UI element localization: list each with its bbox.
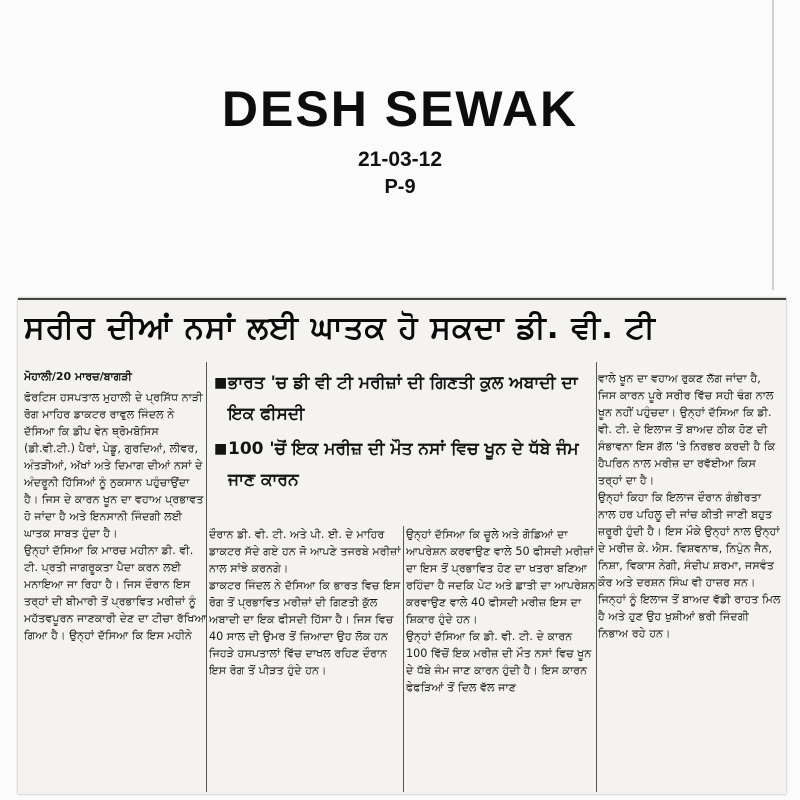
article-column-2 [209,526,401,788]
square-bullet-icon: ■ [214,375,228,391]
news-clipping [18,298,786,794]
paragraph: ਉਨ੍ਹਾਂ ਦੱਸਿਆ ਕਿ ਮਾਰਚ ਮਹੀਨਾ ਡੀ. ਵੀ. ਟੀ. ਪ੍ਰਤੀ ਜਾਗਰੂਕਤਾ ਪੈਦਾ ਕਰਨ ਲਈ ਮਨਾਇਆ ਜਾ ਰਿਹਾ ਹੈ। ਜਿਸ ਦੌਰਾਨ ਇਸ ਤਰ੍ਹਾਂ ਦੀ ਬੀਮਾਰੀ ਤੋਂ ਪ੍ਰਭਾਵਿਤ ਮਰੀਜ਼ਾਂ ਨੂੰ ਮਹੱਤਵਪੂਰਨ ਜਾਣਕਾਰੀ ਦੇਣ ਦਾ ਟੀਚਾ ਰੱਖਿਆ ਗਿਆ ਹੈ। ਉਨ੍ਹਾਂ ਦੱਸਿਆ ਕਿ ਇਸ ਮਹੀਨੇ [24,544,207,642]
article-headline: ਸਰੀਰ ਦੀਆਂ ਨਸਾਂ ਲਈ ਘਾਤਕ ਹੋ ਸਕਦਾ ਡੀ. ਵੀ. ਟੀ [24,310,656,346]
clipping-top-rule [18,298,786,300]
article-column-4 [598,370,782,790]
masthead [0,80,800,198]
paragraph: ਉਨ੍ਹਾਂ ਦੱਸਿਆ ਕਿ ਡੀ. ਵੀ. ਟੀ. ਦੇ ਕਾਰਨ 100 ਵਿੱਚੋਂ ਇਕ ਮਰੀਜ਼ ਦੀ ਮੌਤ ਨਸਾਂ ਵਿਚ ਖੂਨ ਦੇ ਧੱਬੇ ਜੰਮ ਜਾਣ ਕਾਰਨ ਹੁੰਦੀ ਹੈ। ਇਸ ਕਾਰਨ ਫੇਫੜਿਆਂ ਤੋਂ ਦਿਲ ਵੱਲ ਜਾਣ [406,630,592,694]
column-divider [596,362,597,792]
article-column-1 [24,368,207,788]
highlight-text: 100 'ਚੋਂ ਇਕ ਮਰੀਜ਼ ਦੀ ਮੌਤ ਨਸਾਂ ਵਿਚ ਖੂਨ ਦੇ ਧੱਬੇ ਜੰਮ ਜਾਣ ਕਾਰਨ [228,439,579,490]
paragraph: ਵਾਲੇ ਖੂਨ ਦਾ ਵਹਾਅ ਰੁਕਣ ਲੱਗ ਜਾਂਦਾ ਹੈ, ਜਿਸ ਕਾਰਨ ਪੂਰੇ ਸਰੀਰ ਵਿੱਚ ਸਹੀ ਢੰਗ ਨਾਲ ਖੂਨ ਨਹੀਂ ਪਹੁੰਚਦਾ। ਉਨ੍ਹਾਂ ਦੱਸਿਆ ਕਿ ਡੀ. ਵੀ. ਟੀ. ਦੇ ਇਲਾਜ ਤੋਂ ਬਾਅਦ ਠੀਕ ਹੋਣ ਦੀ ਸੰਭਾਵਨਾ ਇਸ ਗੱਲ 'ਤੇ ਨਿਰਭਰ ਕਰਦੀ ਹੈ ਕਿ ਹੈਪਰਿਨ ਨਾਲ ਮਰੀਜ਼ ਦਾ ਰਵੱਈਆ ਕਿਸ ਤਰ੍ਹਾਂ ਦਾ ਹੈ। [598,372,776,487]
highlight-item [214,368,594,430]
square-bullet-icon: ■ [214,441,228,457]
paragraph: ਉਨ੍ਹਾਂ ਕਿਹਾ ਕਿ ਇਲਾਜ ਦੌਰਾਨ ਗੰਭੀਰਤਾ ਨਾਲ ਹਰ ਪਹਿਲੂ ਦੀ ਜਾਂਚ ਕੀਤੀ ਜਾਣੀ ਬਹੁਤ ਜ਼ਰੂਰੀ ਹੁੰਦੀ ਹੈ। ਇਸ ਮੌਕੇ ਉਨ੍ਹਾਂ ਨਾਲ ਉਨ੍ਹਾਂ ਦੇ ਮਰੀਜ਼ ਕੇ. ਐਸ. ਵਿਸ਼ਵਨਾਥ, ਨਿਪੁੰਨ ਜੈਨ, ਨਿਸ਼ਾ, ਵਿਕਾਸ ਨੇਗੀ, ਸੰਦੀਪ ਸ਼ਰਮਾ, ਜਸਵੰਤ ਕੌਰ ਅਤੇ ਦਰਸ਼ਨ ਸਿੰਘ ਵੀ ਹਾਜ਼ਰ ਸਨ। ਜਿਨ੍ਹਾਂ ਨੂੰ ਇਲਾਜ ਤੋਂ ਬਾਅਦ ਵੱਡੀ ਰਾਹਤ ਮਿਲ ਹੈ ਅਤੇ ਹੁਣ ਉਹ ਖੁਸ਼ੀਆਂ ਭਰੀ ਜਿੰਦਗੀ ਨਿਭਾਅ ਰਹੇ ਹਨ। [598,491,781,640]
newspaper-name: DESH SEWAK [221,81,579,137]
page-number: P-9 [384,176,416,198]
article-dateline: ਮੋਹਾਲੀ/20 ਮਾਰਚ/ਬਾਗੜੀ [24,370,132,383]
paragraph: ਫੋਰਟਿਸ ਹਸਪਤਾਲ ਮੁਹਾਲੀ ਦੇ ਪ੍ਰਸਿੱਧ ਨਾੜੀ ਰੋਗ ਮਾਹਿਰ ਡਾਕਟਰ ਰਾਵੁਲ ਜਿੰਦਲ ਨੇ ਦੱਸਿਆ ਕਿ ਡੀਪ ਵੇਨ ਥ੍ਰੋਮਬੋਸਿਸ (ਡੀ.ਵੀ.ਟੀ.) ਪੈਰਾਂ, ਪੇਡੂ, ਗੁਰਦਿਆਂ, ਲੀਵਰ, ਅੰਤੜੀਆਂ, ਅੱਖਾਂ ਅਤੇ ਦਿਮਾਗ ਦੀਆਂ ਨਸਾਂ ਦੇ ਅੰਦਰੂਨੀ ਹਿੱਸਿਆਂ ਨੂੰ ਨੁਕਸਾਨ ਪਹੁੰਚਾਉਂਦਾ ਹੈ। ਜਿਸ ਦੇ ਕਾਰਨ ਖੂਨ ਦਾ ਵਹਾਅ ਪ੍ਰਭਾਵਤ ਹੋ ਜਾਂਦਾ ਹੈ ਅਤੇ ਇਨਸਾਨੀ ਜਿੰਦਗੀ ਲਈ ਘਾਤਕ ਸਾਬਤ ਹੁੰਦਾ ਹੈ। [24,391,204,540]
publication-date: 21-03-12 [357,148,443,171]
paragraph: ਉਨ੍ਹਾਂ ਦੱਸਿਆ ਕਿ ਚੂਲੇ ਅਤੇ ਗੋਡਿਆਂ ਦਾ ਆਪਰੇਸ਼ਨ ਕਰਵਾਉਣ ਵਾਲੇ 50 ਫੀਸਦੀ ਮਰੀਜ਼ਾਂ ਦਾ ਇਸ ਤੋਂ ਪ੍ਰਭਾਵਿਤ ਹੋਣ ਦਾ ਖਤਰਾ ਬਣਿਆ ਰਹਿੰਦਾ ਹੈ ਜਦਕਿ ਪੇਟ ਅਤੇ ਛਾਤੀ ਦਾ ਆਪਰੇਸ਼ਨ ਕਰਵਾਉਣ ਵਾਲੇ 40 ਫੀਸਦੀ ਮਰੀਜ਼ ਇਸ ਦਾ ਸ਼ਿਕਾਰ ਹੁੰਦੇ ਹਨ। [406,528,596,626]
highlight-text: ਭਾਰਤ 'ਚ ਡੀ ਵੀ ਟੀ ਮਰੀਜ਼ਾਂ ਦੀ ਗਿਣਤੀ ਕੁਲ ਅਬਾਦੀ ਦਾ ਇਕ ਫੀਸਦੀ [228,373,578,424]
article-highlights [214,368,594,524]
paragraph: ਡਾਕਟਰ ਜਿੰਦਲ ਨੇ ਦੱਸਿਆ ਕਿ ਭਾਰਤ ਵਿਚ ਇਸ ਰੋਗ ਤੋਂ ਪ੍ਰਭਾਵਿਤ ਮਰੀਜ਼ਾਂ ਦੀ ਗਿਣਤੀ ਕੁੱਲ ਅਬਾਦੀ ਦਾ ਇਕ ਫੀਸਦੀ ਹਿੱਸਾ ਹੈ। ਜਿਸ ਵਿਚ 40 ਸਾਲ ਦੀ ਉਮਰ ਤੋਂ ਜ਼ਿਆਦਾ ਉਹ ਲੋਕ ਹਨ ਜਿਹੜੇ ਹਸਪਤਾਲਾਂ ਵਿੱਚ ਦਾਖਲ ਰਹਿਣ ਦੌਰਾਨ ਇਸ ਰੋਗ ਤੋਂ ਪੀੜਤ ਹੁੰਦੇ ਹਨ। [209,579,401,677]
highlight-item [214,434,594,496]
article-column-3 [406,526,596,788]
column-divider [403,526,404,792]
paragraph: ਦੌਰਾਨ ਡੀ. ਵੀ. ਟੀ. ਅਤੇ ਪੀ. ਈ. ਦੇ ਮਾਹਿਰ ਡਾਕਟਰ ਸੱਦੇ ਗਏ ਹਨ ਜੋ ਆਪਣੇ ਤਜਰਬੇ ਮਰੀਜ਼ਾਂ ਨਾਲ ਸਾਂਝੇ ਕਰਨਗੇ। [209,528,401,575]
